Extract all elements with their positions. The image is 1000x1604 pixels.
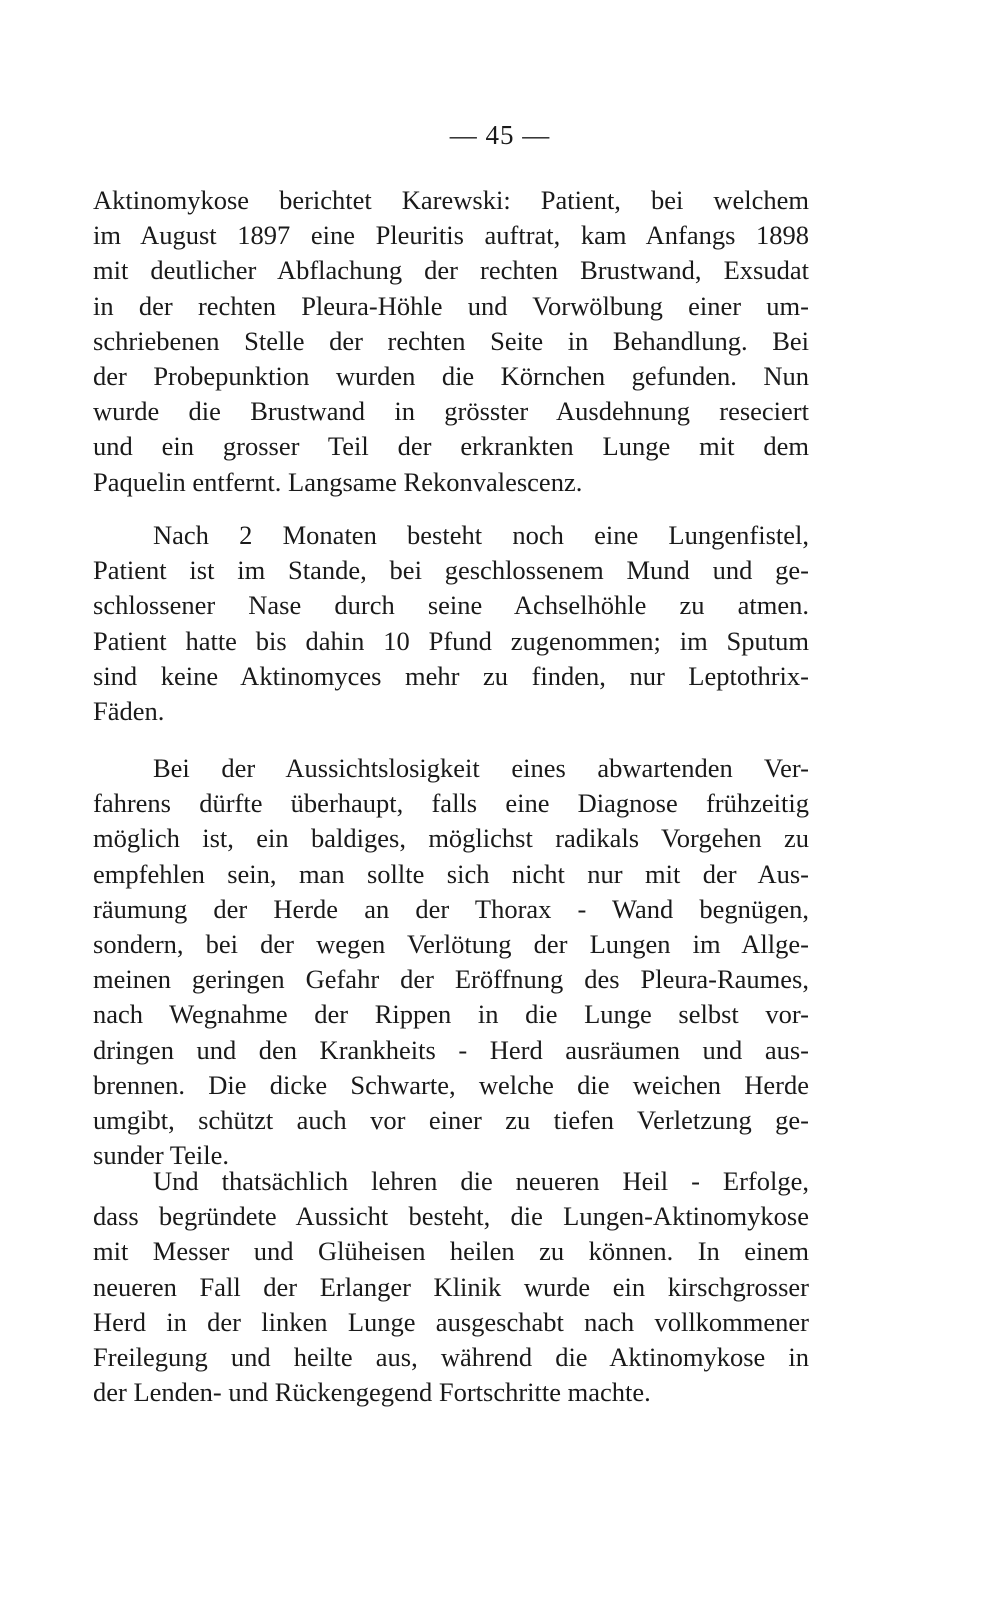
text-line: Und thatsächlich lehren die neueren Heil - Erfolge, bbox=[153, 1166, 809, 1196]
text-line: Nach 2 Monaten besteht noch eine Lungenfistel, bbox=[153, 520, 809, 550]
text-line: schriebenen Stelle der rechten Seite in Behandlung. Bei bbox=[93, 325, 809, 356]
text-line: in der rechten Pleura-Höhle und Vorwölbung einer um- bbox=[93, 290, 809, 321]
page-number: — 45 — bbox=[449, 120, 551, 150]
text-line: räumung der Herde an der Thorax - Wand begnügen, bbox=[93, 893, 809, 924]
text-line: umgibt, schützt auch vor einer zu tiefen Verletzung ge- bbox=[93, 1104, 809, 1135]
paragraph-2 bbox=[93, 518, 809, 729]
text-line: im August 1897 eine Pleuritis auftrat, kam Anfangs 1898 bbox=[93, 220, 809, 251]
text-line: Aktinomykose berichtet Karewski: Patient, bei welchem bbox=[93, 185, 809, 215]
text-line: nach Wegnahme der Rippen in die Lunge selbst vor- bbox=[93, 999, 809, 1030]
paragraph-4 bbox=[93, 1164, 809, 1410]
text-line: möglich ist, ein baldiges, möglichst radikals Vorgehen zu bbox=[93, 823, 809, 854]
text-line: und ein grosser Teil der erkrankten Lunge mit dem bbox=[93, 431, 809, 462]
text-line: Bei der Aussichtslosigkeit eines abwartenden Ver- bbox=[153, 753, 809, 783]
text-line: dringen und den Krankheits - Herd ausräumen und aus- bbox=[93, 1034, 809, 1065]
text-line: dass begründete Aussicht besteht, die Lungen-Aktinomykose bbox=[93, 1201, 809, 1232]
text-line: sunder Teile. bbox=[93, 1140, 230, 1171]
text-line: brennen. Die dicke Schwarte, welche die weichen Herde bbox=[93, 1069, 809, 1100]
text-line: Herd in der linken Lunge ausgeschabt nach vollkommener bbox=[93, 1306, 809, 1337]
paragraph-1 bbox=[93, 183, 809, 500]
text-line: Freilegung und heilte aus, während die Aktinomykose in bbox=[93, 1341, 809, 1372]
text-line: Patient hatte bis dahin 10 Pfund zugenommen; im Sputum bbox=[93, 625, 809, 656]
text-line: empfehlen sein, man sollte sich nicht nur mit der Aus- bbox=[93, 858, 809, 889]
text-line: sind keine Aktinomyces mehr zu finden, nur Leptothrix- bbox=[93, 660, 809, 691]
text-line: sondern, bei der wegen Verlötung der Lungen im Allge- bbox=[93, 928, 809, 959]
text-line: schlossener Nase durch seine Achselhöhle zu atmen. bbox=[93, 590, 809, 621]
text-line: Paquelin entfernt. Langsame Rekonvalescenz. bbox=[93, 466, 583, 497]
text-line: Fäden. bbox=[93, 695, 165, 726]
paragraph-3 bbox=[93, 751, 809, 1173]
text-line: der Lenden- und Rückengegend Fortschritte machte. bbox=[93, 1377, 651, 1408]
text-line: mit Messer und Glüheisen heilen zu können. In einem bbox=[93, 1236, 809, 1267]
text-line: der Probepunktion wurden die Körnchen gefunden. Nun bbox=[93, 360, 809, 391]
text-line: fahrens dürfte überhaupt, falls eine Diagnose frühzeitig bbox=[93, 788, 809, 819]
text-line: neueren Fall der Erlanger Klinik wurde ein kirschgrosser bbox=[93, 1271, 809, 1302]
text-line: wurde die Brustwand in grösster Ausdehnung reseciert bbox=[93, 396, 809, 427]
text-line: Patient ist im Stande, bei geschlossenem Mund und ge- bbox=[93, 555, 809, 586]
text-line: mit deutlicher Abflachung der rechten Brustwand, Exsudat bbox=[93, 255, 809, 286]
text-line: meinen geringen Gefahr der Eröffnung des Pleura-Raumes, bbox=[93, 964, 809, 995]
